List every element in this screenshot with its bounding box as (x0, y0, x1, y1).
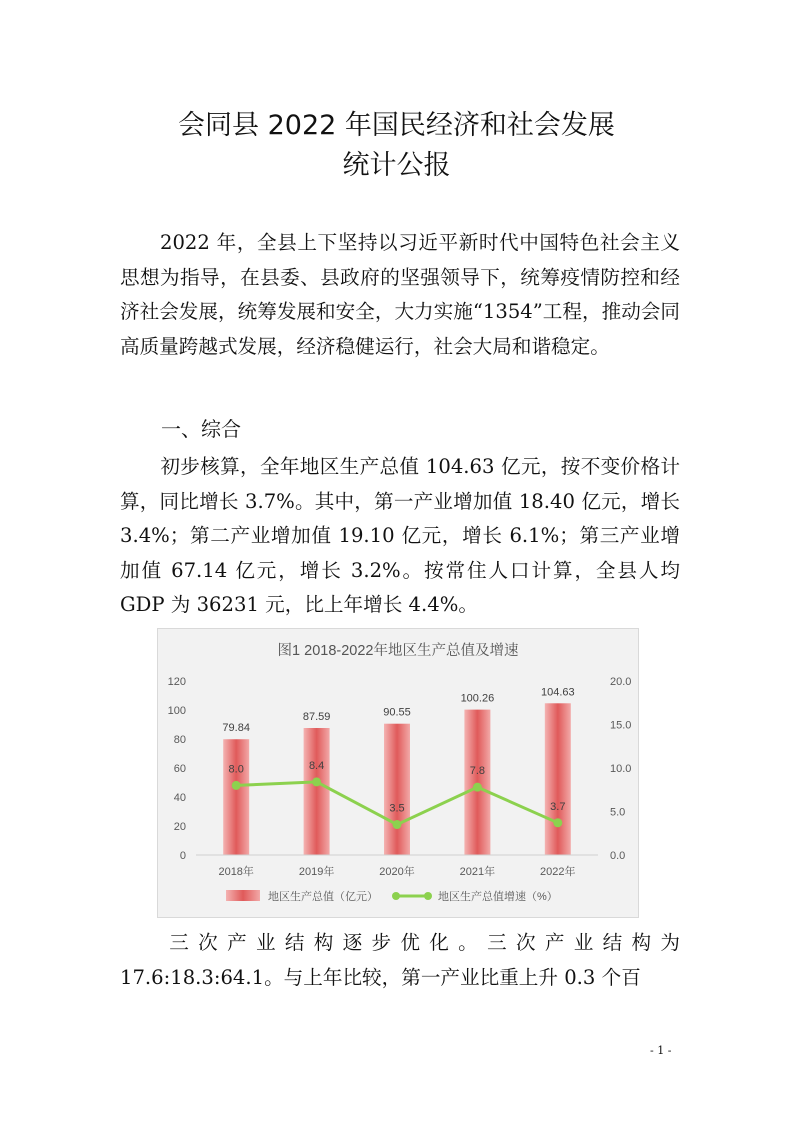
x-axis-category-label: 2021年 (459, 866, 496, 878)
legend-line-label: 地区生产总值增速（%） (438, 891, 558, 903)
gdp-paragraph (120, 450, 680, 623)
growth-rate-value-label: 7.8 (469, 765, 486, 778)
left-axis-tick-label: 0 (179, 850, 186, 862)
left-axis-tick-label: 60 (173, 763, 186, 775)
right-axis-tick-label: 15.0 (610, 719, 632, 732)
gdp-bar-value-label: 87.59 (302, 710, 331, 723)
gdp-bar (464, 710, 490, 855)
structure-paragraph (120, 926, 680, 995)
left-axis-tick-label: 80 (173, 734, 186, 746)
gdp-bar-value-label: 104.63 (540, 686, 575, 699)
legend-bar-label: 地区生产总值（亿元） (268, 891, 378, 903)
gdp-chart-svg (158, 629, 638, 917)
x-axis-category-label: 2019年 (298, 866, 335, 878)
growth-rate-value-label: 8.4 (308, 759, 325, 772)
growth-rate-point (393, 820, 402, 829)
structure-text: 三次产业结构逐步优化。三次产业结构为 17.6:18.3:64.1。与上年比较，第一产业比重上升 0.3 个百 (120, 931, 680, 989)
x-axis-category-label: 2018年 (218, 866, 254, 878)
growth-rate-point (232, 781, 241, 790)
intro-text: 2022 年，全县上下坚持以习近平新时代中国特色社会主义思想为指导，在县委、县政府的坚强领导下，统筹疫情防控和经济社会发展，统筹发展和安全，大力实施“1354”工程，推动会同高质量跨越式发展，经济稳健运行，社会大局和谐稳定。 (120, 231, 680, 358)
growth-rate-point (312, 777, 321, 786)
page-number: - 1 - (650, 1044, 672, 1057)
doc-title-line1: 会同县 2022 年国民经济和社会发展 (178, 110, 615, 141)
chart-title: 图1 2018-2022年地区生产总值及增速 (277, 643, 519, 659)
growth-rate-value-label: 3.7 (550, 800, 566, 813)
gdp-bar (384, 724, 410, 855)
gdp-text: 初步核算，全年地区生产总值 104.63 亿元，按不变价格计算，同比增长 3.7%。其中，第一产业增加值 18.40 亿元，增长 3.4%；第二产业增加值 19.10 亿元，增长 6.1%；第三产业增加值 67.14 亿元，增长 3.2%。按常住人口计算，全县人均 GDP 为 36231 元，比上年增长 4.4%。 (120, 455, 680, 616)
right-axis-tick-label: 20.0 (610, 676, 632, 688)
gdp-bar (304, 728, 330, 855)
gdp-bar-value-label: 100.26 (460, 692, 495, 705)
gdp-chart (157, 628, 639, 918)
legend-bar-swatch (226, 890, 260, 901)
left-axis-tick-label: 100 (167, 705, 186, 717)
gdp-bar (545, 703, 571, 855)
right-axis-tick-label: 10.0 (610, 763, 632, 775)
left-axis-tick-label: 120 (167, 676, 186, 688)
section1-heading: 一、综合 (161, 417, 241, 441)
x-axis-category-label: 2022年 (540, 866, 576, 878)
gdp-bar-value-label: 90.55 (383, 706, 411, 719)
doc-title-line2: 统计公报 (342, 150, 451, 181)
x-axis-category-label: 2020年 (379, 866, 415, 878)
growth-rate-value-label: 3.5 (389, 802, 405, 815)
right-axis-tick-label: 0.0 (610, 850, 626, 862)
growth-rate-point (473, 783, 482, 792)
left-axis-tick-label: 20 (173, 821, 186, 833)
growth-rate-point (553, 818, 562, 827)
gdp-bar-value-label: 79.84 (222, 722, 250, 735)
legend-line-marker (424, 892, 432, 900)
intro-paragraph (120, 226, 680, 364)
gdp-bar (223, 739, 249, 855)
left-axis-tick-label: 40 (173, 792, 186, 804)
right-axis-tick-label: 5.0 (610, 806, 626, 819)
legend-line-marker (392, 892, 400, 900)
growth-rate-value-label: 8.0 (228, 763, 244, 776)
